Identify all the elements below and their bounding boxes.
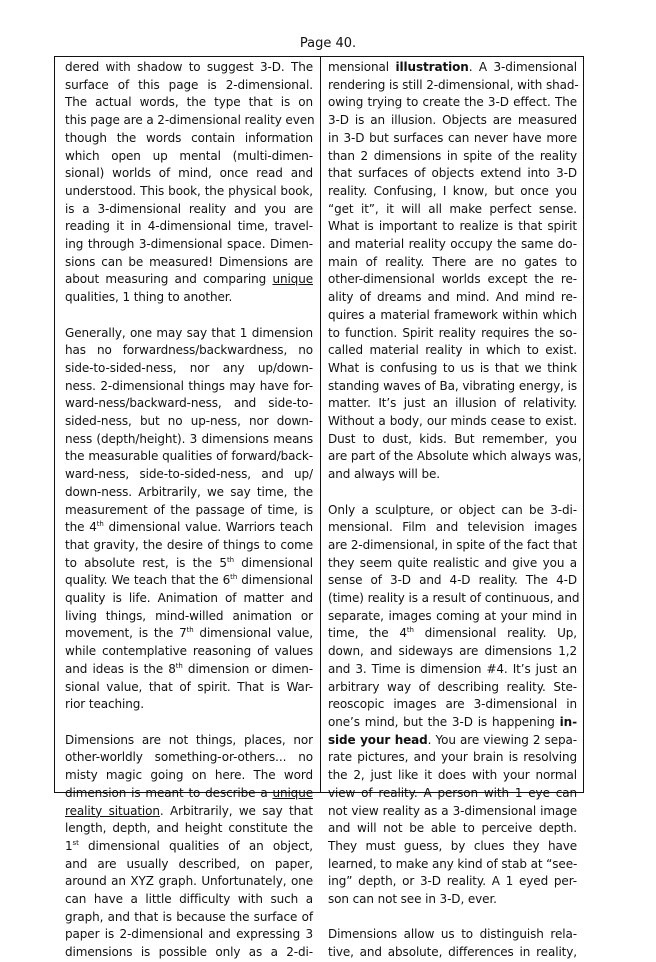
text-line: graph, and that is because the surface of: [65, 909, 313, 924]
text-line: down-ness. Arbitrarily, we say time, the: [65, 484, 313, 499]
text-line: Without a body, our minds cease to exist.: [328, 414, 577, 429]
text-line: time, the 4th dimensional reality. Up,: [328, 626, 577, 641]
text-line: the 2, just like it does with your normal: [328, 768, 577, 783]
text-line: dimension is meant to describe a unique: [65, 785, 313, 800]
text-line: is a 3-dimensional reality and you are: [65, 201, 313, 216]
paragraph: [65, 59, 313, 307]
text-line: and are usually described, on paper,: [65, 856, 313, 871]
text-line: ness. 2-dimensional things may have for-: [65, 378, 313, 393]
text-line: Dimensions allow us to distinguish rela-: [328, 927, 577, 942]
text-line: other-worldly something-or-others... no: [65, 750, 313, 765]
text-line: and 3. Time is dimension #4. It’s just an: [328, 661, 577, 676]
right-column: [321, 57, 583, 960]
two-column-text-box: [54, 56, 584, 960]
text-line: ness (depth/height). 3 dimensions means: [65, 431, 313, 446]
paragraph-gap: [65, 714, 313, 732]
text-line: are 2-dimensional, in spite of the fact that: [328, 537, 578, 552]
text-line: down, and sideways are dimensions 1,2: [328, 644, 577, 659]
text-line: reading it in 4-dimensional time, travel-: [65, 219, 313, 234]
text-line: separate, images coming at your mind in: [328, 608, 577, 623]
text-line: than 2 dimensions in spite of the reality: [328, 148, 577, 163]
paragraph: [328, 59, 582, 484]
text-line: dimensions is possible only as a 2-di-: [65, 945, 313, 960]
text-line: mensional illustration. A 3-dimensional: [328, 60, 577, 74]
text-line: called material reality in which to exist.: [328, 343, 577, 358]
text-line: matter. It’s just an illusion of relativity.: [328, 396, 577, 411]
text-line: sided-ness, but no up-ness, nor down-: [65, 414, 313, 429]
text-line: the measurable qualities of forward/back-: [65, 449, 313, 464]
text-line: surface of this page is 2-dimensional.: [65, 77, 313, 92]
text-line: living things, mind-willed animation or: [65, 608, 313, 623]
text-line: misty magic going on here. The word: [65, 768, 313, 783]
text-line: quires a material framework within which: [328, 307, 577, 322]
text-line: understood. This book, the physical book,: [65, 183, 313, 198]
text-line: reality situation. Arbitrarily, we say that: [65, 803, 313, 818]
text-line: arbitrary way of describing reality. Ste-: [328, 679, 577, 694]
text-line: this page are a 2-dimensional reality even: [65, 113, 315, 128]
text-line: can have a little difficulty with such a: [65, 892, 313, 907]
text-line: tive, and absolute, differences in reality,: [328, 945, 577, 960]
text-line: owing trying to create the 3-D effect. The: [328, 95, 577, 110]
text-line: qualities, 1 thing to another.: [65, 290, 233, 305]
text-line: paper is 2-dimensional and expressing 3: [65, 927, 313, 942]
page-number: Page 40.: [299, 36, 357, 51]
paragraph: [65, 732, 313, 962]
text-line: and will not be able to perceive depth.: [328, 821, 577, 836]
text-line: son can not see in 3-D, ever.: [328, 892, 497, 907]
paragraph: [328, 502, 580, 909]
text-line: has no forwardness/backwardness, no: [65, 343, 313, 358]
text-line: ing through 3-dimensional space. Dimen-: [65, 237, 313, 252]
text-line: (time) reality is a result of continuous, and: [328, 591, 580, 606]
text-line: sional) worlds of mind, once read and: [65, 166, 313, 181]
text-line: they seem quite realistic and give you a: [328, 555, 577, 570]
text-line: Dust to dust, kids. But remember, you: [328, 431, 577, 446]
text-line: sense of 3-D and 4-D reality. The 4-D: [328, 573, 577, 588]
text-line: What is important to realize is that spirit: [328, 219, 577, 234]
text-line: “get it”, it will all make perfect sense.: [328, 201, 577, 216]
text-line: and ideas is the 8th dimension or dimen-: [65, 661, 313, 676]
left-column: [55, 57, 321, 960]
paragraph: [328, 926, 577, 961]
text-line: reality. Confusing, I know, but once you: [328, 183, 577, 198]
text-line: other-dimensional worlds except the re-: [328, 272, 577, 287]
text-line: are part of the Absolute which always was,: [328, 449, 582, 464]
text-line: one’s mind, but the 3-D is happening in-: [328, 715, 577, 729]
text-line: ward-ness, side-to-sided-ness, and up/: [65, 467, 313, 482]
text-line: and always will be.: [328, 467, 440, 482]
text-line: main of reality. There are no gates to: [328, 254, 577, 269]
text-line: length, depth, and height constitute the: [65, 821, 313, 836]
text-line: the 4th dimensional value. Warriors teach: [65, 520, 313, 535]
text-line: measurement of the passage of time, is: [65, 502, 313, 517]
text-line: Generally, one may say that 1 dimension: [65, 325, 313, 340]
text-line: What is confusing to us is that we think: [328, 360, 577, 375]
text-line: not view reality as a 3-dimensional image: [328, 803, 577, 818]
text-line: and material reality occupy the same do-: [328, 237, 577, 252]
paragraph-gap: [65, 307, 313, 325]
text-line: dered with shadow to suggest 3-D. The: [65, 60, 313, 74]
paragraph-gap: [328, 909, 577, 927]
text-line: to function. Spirit reality requires the so-: [328, 325, 577, 340]
text-line: view of reality. A person with 1 eye can: [328, 785, 577, 800]
text-line: standing waves of Ba, vibrating energy, is: [328, 378, 577, 393]
text-line: side your head. You are viewing 2 sepa-: [328, 732, 577, 747]
text-line: rendering is still 2-dimensional, with shad-: [328, 77, 579, 92]
text-line: to absolute rest, is the 5th dimensional: [65, 555, 314, 570]
text-line: Only a sculpture, or object can be 3-di-: [328, 502, 577, 517]
text-line: learned, to make any kind of stab at “see-: [328, 856, 578, 871]
text-line: mensional. Film and television images: [328, 520, 577, 535]
text-line: that surfaces of objects extend into 3-D: [328, 166, 577, 181]
text-line: ing” depth, or 3-D reality. A 1 eyed per-: [328, 874, 577, 889]
text-line: which open up mental (multi-dimen-: [65, 148, 313, 163]
text-line: movement, is the 7th dimensional value,: [65, 626, 313, 641]
text-line: ward-ness/backward-ness, and side-to-: [65, 396, 313, 411]
paragraph: [65, 325, 313, 714]
text-line: 1st dimensional qualities of an object,: [65, 838, 313, 853]
text-line: around an XYZ graph. Unfortunately, one: [65, 874, 313, 889]
text-line: The actual words, the type that is on: [65, 95, 313, 110]
text-line: in 3-D but surfaces can never have more: [328, 130, 577, 145]
paragraph-gap: [328, 484, 577, 502]
text-line: sions can be measured! Dimensions are: [65, 254, 313, 269]
text-line: sional value, that of spirit. That is War-: [65, 679, 313, 694]
text-line: though the words contain information: [65, 130, 313, 145]
text-line: while contemplative reasoning of values: [65, 644, 313, 659]
text-line: reoscopic images are 3-dimensional in: [328, 697, 577, 712]
text-line: Dimensions are not things, places, nor: [65, 732, 313, 747]
text-line: rior teaching.: [65, 697, 144, 712]
text-line: quality is life. Animation of matter and: [65, 591, 313, 606]
text-line: They must guess, by clues they have: [328, 838, 577, 853]
text-line: about measuring and comparing unique: [65, 272, 313, 287]
text-line: ality of dreams and mind. And mind re-: [328, 290, 577, 305]
text-line: side-to-sided-ness, nor any up/down-: [65, 360, 313, 375]
text-line: quality. We teach that the 6th dimensional: [65, 573, 313, 588]
text-line: 3-D is an illusion. Objects are measured: [328, 113, 577, 128]
text-line: rate pictures, and your brain is resolving: [328, 750, 577, 765]
text-line: that gravity, the desire of things to come: [65, 537, 313, 552]
